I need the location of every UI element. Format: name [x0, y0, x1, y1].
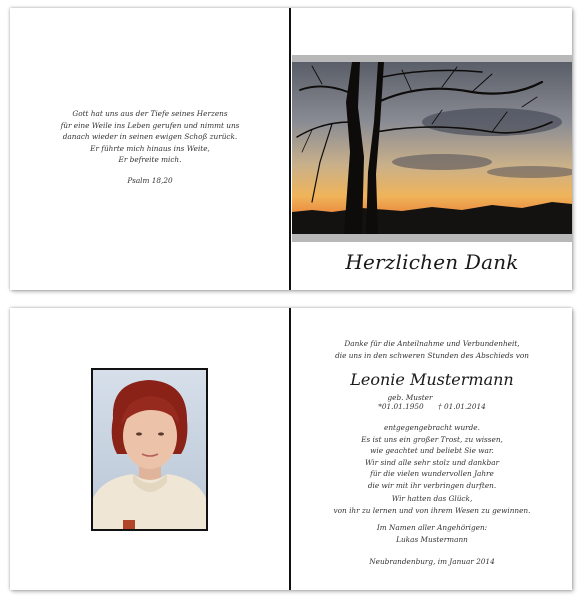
- verse-reference: Psalm 18,20: [127, 176, 173, 185]
- message-line: für die vielen wundervollen Jahre: [370, 469, 494, 478]
- psalm-verse: [40, 108, 260, 166]
- verse-line: Gott hat uns aus der Tiefe seines Herzens: [72, 109, 228, 118]
- message-line: wie geachtet und beliebt Sie war.: [370, 446, 494, 455]
- card-fold-line: [289, 308, 291, 590]
- signature-line: Im Namen aller Angehörigen:: [376, 523, 488, 532]
- thanks-message: [292, 422, 572, 491]
- maiden-name: geb. Muster: [387, 393, 433, 402]
- birth-date: *01.01.1950: [378, 402, 424, 411]
- quote-line: von ihr zu lernen und von ihrem Wesen zu gewinnen.: [333, 505, 531, 515]
- quote-line: Wir hatten das Glück,: [391, 494, 473, 503]
- life-dates: [292, 401, 572, 413]
- message-line: die wir mit ihr verbringen durften.: [367, 480, 497, 490]
- verse-line: für eine Weile ins Leben gerufen und nimmt uns: [60, 120, 240, 130]
- verse-line: danach wieder in seinen ewigen Schoß zurück.: [62, 132, 238, 141]
- portrait-image: [93, 370, 206, 529]
- deceased-name: Leonie Mustermann: [350, 370, 514, 389]
- closing-quote: [292, 493, 572, 516]
- card-fold-line: [289, 8, 291, 290]
- intro-line: Danke für die Anteilnahme und Verbundenheit,: [344, 339, 520, 348]
- portrait-photo: [91, 368, 208, 531]
- signature-block: [292, 522, 572, 545]
- place-and-date: Neubrandenburg, im Januar 2014: [369, 557, 495, 566]
- message-line: entgegengebracht wurde.: [384, 423, 480, 432]
- verse-line: Er befreite mich.: [118, 155, 182, 164]
- message-line: Wir sind alle sehr stolz und dankbar: [364, 457, 500, 467]
- signature-line: Lukas Mustermann: [396, 534, 468, 544]
- intro-line: die uns in den schweren Stunden des Abschieds von: [335, 350, 529, 360]
- message-line: Es ist uns ein großer Trost, zu wissen,: [361, 434, 503, 444]
- thanks-intro: [292, 338, 572, 361]
- death-date: † 01.01.2014: [438, 402, 486, 411]
- sunset-tree-photo: [292, 62, 572, 234]
- card-title: Herzlichen Dank: [345, 250, 519, 274]
- verse-line: Er führte mich hinaus ins Weite,: [90, 143, 210, 153]
